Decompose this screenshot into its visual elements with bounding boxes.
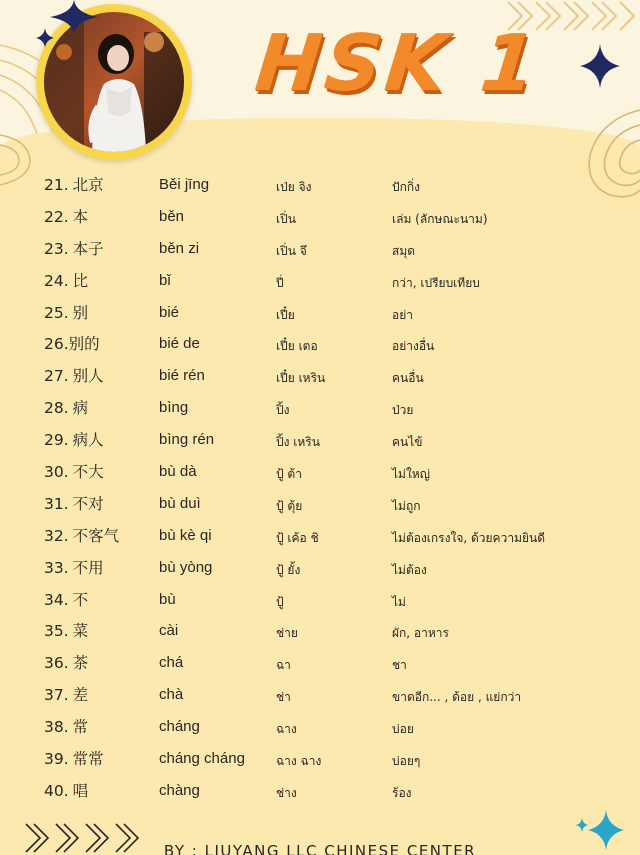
vocab-thai-pronunciation: เปี๋ย เตอ (276, 339, 318, 354)
vocab-number: 22. (44, 207, 69, 226)
vocab-pinyin: bìng (159, 399, 189, 417)
vocab-row (0, 774, 640, 806)
vocab-thai-meaning: กว่า, เปรียบเทียบ (392, 275, 480, 290)
vocab-pinyin: bǐ (159, 271, 171, 289)
sparkle-icon (580, 44, 620, 88)
page-title (238, 14, 558, 114)
vocab-number: 38. (44, 718, 69, 737)
vocab-thai-meaning: บ่อย (392, 722, 414, 737)
vocab-number-hanzi (44, 622, 88, 640)
vocab-thai-meaning: อย่า (392, 307, 413, 322)
vocab-row (0, 551, 640, 583)
vocab-hanzi: 不大 (72, 463, 104, 482)
vocab-hanzi: 别 (72, 303, 89, 322)
vocab-row (0, 710, 640, 742)
vocab-row (0, 168, 640, 200)
vocab-thai-meaning: ไม่ถูก (392, 498, 421, 513)
vocab-thai-meaning: อย่างอื่น (392, 339, 435, 354)
vocab-pinyin: bù dà (159, 463, 197, 481)
vocab-number: 25. (44, 303, 69, 322)
vocab-thai-pronunciation: ฉา (276, 658, 291, 673)
vocab-list (0, 168, 640, 806)
vocab-thai-pronunciation: ปู้ ยั้ง (276, 562, 301, 577)
vocab-hanzi: 本 (72, 207, 89, 226)
vocab-thai-pronunciation: ปู้ เค้อ ชิ (276, 530, 319, 545)
vocab-row (0, 519, 640, 551)
vocab-hanzi: 唱 (72, 781, 89, 800)
vocab-thai-meaning: ชา (392, 658, 407, 673)
vocab-thai-pronunciation: ฉาง (276, 722, 297, 737)
vocab-pinyin: cháng cháng (159, 750, 245, 768)
vocab-thai-meaning: คนอื่น (392, 371, 424, 386)
vocab-thai-meaning: เล่ม (ลักษณะนาม) (392, 211, 488, 226)
vocab-thai-pronunciation: เป่ย จิง (276, 180, 312, 194)
title-text: HSK 1 (251, 19, 545, 109)
vocab-row (0, 678, 640, 710)
vocab-pinyin: bù (159, 590, 176, 608)
vocab-number-hanzi (44, 559, 104, 577)
vocab-thai-pronunciation: ปู้ ต้า (276, 467, 302, 482)
vocab-hanzi: 病人 (72, 431, 104, 450)
vocab-thai-pronunciation: ฉาง ฉาง (276, 754, 322, 769)
vocab-number-hanzi (44, 272, 88, 290)
vocab-number: 32. (44, 526, 69, 545)
vocab-thai-meaning: ไม่ใหญ่ (392, 467, 430, 482)
vocab-number-hanzi (44, 367, 104, 385)
vocab-row (0, 391, 640, 423)
vocab-hanzi: 不对 (72, 494, 104, 513)
vocab-thai-meaning: บ่อยๆ (392, 754, 421, 769)
vocab-number: 34. (44, 590, 69, 609)
vocab-hanzi: 常 (72, 718, 89, 737)
vocab-thai-meaning: คนไข้ (392, 435, 423, 450)
vocab-row (0, 487, 640, 519)
vocab-pinyin: Běi jīng (159, 176, 210, 193)
vocab-number: 24. (44, 271, 69, 290)
avatar-photo (44, 12, 184, 152)
vocab-number-hanzi (44, 240, 104, 258)
vocab-thai-pronunciation: เปิ่น จึ (276, 243, 307, 258)
vocab-row (0, 327, 640, 359)
vocab-number-hanzi (44, 718, 88, 736)
vocab-thai-pronunciation: ปู้ (276, 594, 284, 609)
vocab-number: 39. (44, 750, 69, 769)
vocab-thai-meaning: ป่วย (392, 403, 414, 418)
vocab-row (0, 455, 640, 487)
vocab-row (0, 232, 640, 264)
vocab-number-hanzi (44, 335, 100, 353)
vocab-number: 35. (44, 622, 69, 641)
vocab-number: 29. (44, 431, 69, 450)
vocab-number-hanzi (44, 527, 119, 545)
vocab-thai-pronunciation: เปิ่น (276, 211, 296, 226)
vocab-pinyin: cháng (159, 718, 200, 736)
vocab-number-hanzi (44, 431, 104, 449)
vocab-number-hanzi (44, 686, 88, 704)
vocab-number-hanzi (44, 463, 104, 481)
vocab-row (0, 583, 640, 615)
vocab-thai-meaning: ไม่ต้องเกรงใจ, ด้วยความยินดี (392, 530, 545, 545)
vocab-pinyin: chàng (159, 781, 200, 799)
vocab-hanzi: 差 (72, 686, 89, 705)
vocab-pinyin: bié de (159, 335, 200, 353)
vocab-thai-meaning: สมุด (392, 243, 416, 258)
vocab-number: 26. (44, 335, 69, 354)
vocab-number-hanzi (44, 176, 104, 194)
avatar (36, 4, 192, 160)
vocab-thai-pronunciation: เปี๋ย (276, 307, 295, 322)
vocab-number: 33. (44, 558, 69, 577)
vocab-number-hanzi (44, 304, 88, 322)
vocab-row (0, 264, 640, 296)
vocab-hanzi: 本子 (72, 239, 104, 258)
vocab-hanzi: 病 (72, 399, 89, 418)
vocab-pinyin: chà (159, 686, 184, 704)
vocab-number-hanzi (44, 654, 88, 672)
vocab-pinyin: běn zi (159, 239, 200, 257)
vocab-pinyin: chá (159, 654, 184, 672)
vocab-row (0, 423, 640, 455)
vocab-number: 21. (44, 176, 69, 194)
vocab-number: 30. (44, 463, 69, 482)
vocab-number-hanzi (44, 399, 88, 417)
vocab-number: 36. (44, 654, 69, 673)
vocab-thai-meaning: ปักกิ่ง (392, 180, 421, 194)
vocab-thai-pronunciation: ปิ้ง เหริน (276, 435, 320, 450)
vocab-thai-meaning: ร้อง (392, 785, 412, 800)
footer-credit: BY : LIUYANG LLC CHINESE CENTER (163, 842, 477, 855)
vocab-thai-pronunciation: ปู้ ตุ้ย (276, 498, 303, 513)
vocab-thai-pronunciation: เปี๋ย เหริน (276, 371, 326, 386)
vocab-hanzi: 别的 (68, 335, 100, 354)
vocab-row (0, 614, 640, 646)
vocab-thai-pronunciation: ช่าย (276, 626, 298, 641)
vocab-pinyin: bù yòng (159, 558, 213, 576)
vocab-hanzi: 北京 (72, 176, 104, 194)
vocab-hanzi: 常常 (72, 750, 104, 769)
vocab-number-hanzi (44, 591, 88, 609)
vocab-number-hanzi (44, 495, 104, 513)
vocab-hanzi: 不用 (72, 558, 104, 577)
vocab-row (0, 200, 640, 232)
vocab-hanzi: 比 (72, 271, 89, 290)
vocab-number-hanzi (44, 208, 88, 226)
vocab-pinyin: běn (159, 207, 185, 225)
vocab-number: 31. (44, 494, 69, 513)
vocab-hanzi: 菜 (72, 622, 89, 641)
vocab-pinyin: bié rén (159, 367, 205, 385)
vocab-row (0, 646, 640, 678)
vocab-pinyin: bù duì (159, 494, 201, 512)
vocab-hanzi: 不 (72, 590, 89, 609)
vocab-pinyin: cài (159, 622, 179, 640)
vocab-row (0, 359, 640, 391)
vocab-thai-pronunciation: ช่า (276, 690, 291, 705)
vocab-thai-meaning: ไม่ (392, 594, 406, 609)
vocab-thai-meaning: ผัก, อาหาร (392, 626, 449, 641)
vocab-number-hanzi (44, 782, 88, 800)
vocab-hanzi: 别人 (72, 367, 104, 386)
vocab-number: 27. (44, 367, 69, 386)
vocab-thai-meaning: ไม่ต้อง (392, 562, 427, 577)
vocab-thai-meaning: ขาดอีก... , ด้อย , แย่กว่า (392, 690, 522, 705)
vocab-hanzi: 不客气 (72, 526, 120, 545)
vocab-pinyin: bìng rén (159, 431, 215, 449)
vocab-thai-pronunciation: ปี่ (276, 275, 284, 290)
vocab-thai-pronunciation: ช่าง (276, 785, 297, 800)
vocab-number: 28. (44, 399, 69, 418)
vocab-number: 23. (44, 239, 69, 258)
vocab-number: 40. (44, 781, 69, 800)
vocab-row (0, 742, 640, 774)
vocab-thai-pronunciation: ปิ้ง (276, 403, 290, 418)
vocab-number-hanzi (44, 750, 104, 768)
vocab-pinyin: bié (159, 303, 180, 321)
vocab-hanzi: 茶 (72, 654, 89, 673)
vocab-number: 37. (44, 686, 69, 705)
vocab-row (0, 296, 640, 328)
vocab-pinyin: bù kè qi (159, 526, 212, 544)
